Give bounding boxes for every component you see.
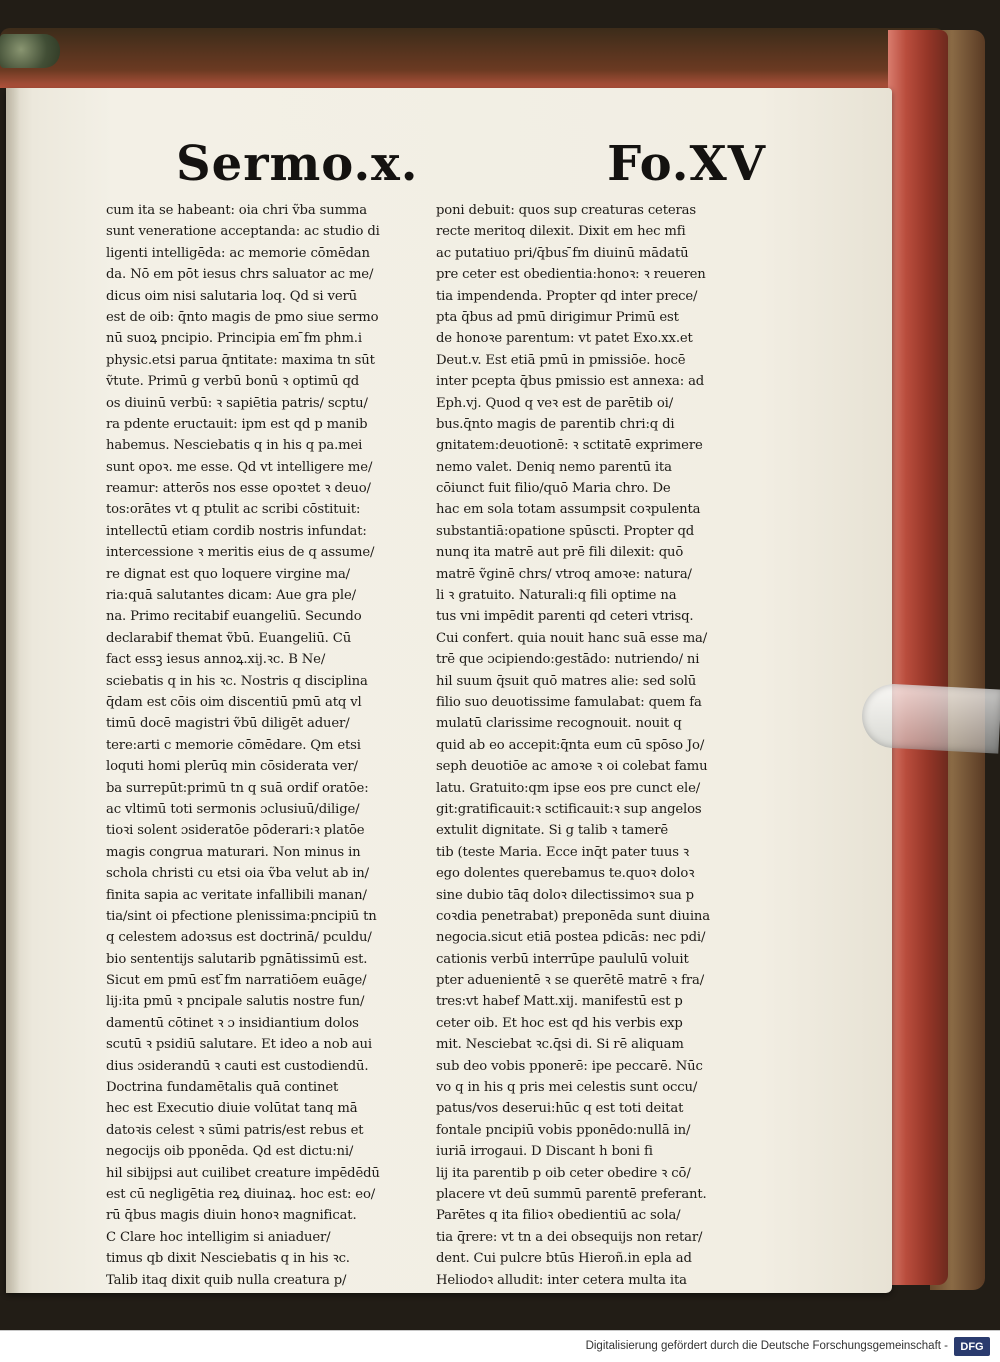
text-line: lij:ita pmū ꝛ pncipale salutis nostre fun/ <box>106 994 365 1010</box>
text-column-left <box>106 200 422 1291</box>
text-line: cationis verbū interrūpe paululū voluit <box>436 951 689 967</box>
text-line: C Clare hoc intelligim si aniaduer/ <box>106 1229 331 1245</box>
text-line: sciebatis q in his ꝛc. Nostris q disciplina <box>106 673 368 689</box>
digitization-footer <box>0 1330 1000 1362</box>
text-line: gnitatem:deuotionē: ꝛ sctitatē exprimere <box>436 438 703 454</box>
text-line: nemo valet. Deniq nemo parentū ita <box>436 459 672 475</box>
text-line: ac vltimū toti sermonis ɔclusiuū/dilige/ <box>106 801 360 817</box>
book-cover-top <box>0 28 945 88</box>
text-line: tib (teste Maria. Ecce inq̄t pater tuus ꝛ <box>436 844 690 860</box>
text-line: dicus oim nisi salutaria loq. Qd si verū <box>106 288 357 304</box>
clasp-ornament <box>0 34 60 68</box>
text-line: nunq ita matrē aut prē fili dilexit: quō <box>436 545 684 561</box>
text-line: hil suum q̄suit quō matres alie: sed solū <box>436 673 697 689</box>
text-line: Eph.vj. Quod q veꝛ est de parētib oi/ <box>436 395 674 411</box>
text-line: ria:quā salutantes dicam: Aue gra ple/ <box>106 588 356 604</box>
text-line: fontale pncipiū vobis pponēdo:nullā in/ <box>436 1122 691 1138</box>
text-line: tia/sint oi pfectione plenissima:pncipiū tn <box>106 908 377 924</box>
text-line: latu. Gratuito:qm ipse eos pre cunct ele/ <box>436 780 701 796</box>
text-line: ac putatiuo pri/q̄bus ̄fm diuinū mādatū <box>436 245 689 261</box>
text-line: sunt veneratione acceptanda: ac studio di <box>106 224 380 240</box>
text-line: tia impendenda. Propter qd inter prece/ <box>436 288 698 304</box>
text-line: sub deo vobis pponerē: ipe peccarē. Nūc <box>436 1058 703 1074</box>
text-line: bus.q̄nto magis de parentib chri:q di <box>436 416 675 432</box>
text-line: git:gratificauit:ꝛ sctificauit:ꝛ sup angelos <box>436 801 702 817</box>
text-line: intellectū etiam cordib nostris infundat: <box>106 523 367 539</box>
text-line: seph deuotiōe ac amoꝛe ꝛ oi colebat famu <box>436 759 708 775</box>
text-line: est de oib: q̄nto magis de pmo siue sermo <box>106 309 379 325</box>
text-line: inter pcepta q̄bus pmissio est annexa: ad <box>436 374 705 390</box>
text-line: intercessione ꝛ meritis eius de q assume/ <box>106 545 375 561</box>
text-line: sine dubio tāq doloꝛ dilectissimoꝛ sua p <box>436 887 694 903</box>
text-line: Heliodoꝛ alludit: inter cetera multa ita <box>436 1272 687 1288</box>
text-line: bio sententijs salutarib pgnātissimū est. <box>106 951 368 967</box>
text-line: ligenti intelligēda: ac memorie cōmēdan <box>106 245 370 261</box>
text-line: rū q̄bus magis diuin honoꝛ magnificat. <box>106 1208 357 1224</box>
text-line: sunt opoꝛ. me esse. Qd vt intelligere me/ <box>106 459 373 475</box>
book-page <box>6 88 892 1293</box>
running-head <box>176 136 776 198</box>
text-line: tere:arti c memorie cōmēdare. Qm etsi <box>106 737 361 753</box>
text-line: matrē ṽginē chrs/ vtroq amoꝛe: natura/ <box>436 566 692 582</box>
text-line: mulatū clarissime recognouit. nouit q <box>436 716 682 732</box>
text-line: Cui confert. quia nouit hanc suā esse ma/ <box>436 630 708 646</box>
red-page-edges <box>888 30 948 1285</box>
text-line: hac em sola totam assumpsit coꝛpulenta <box>436 502 701 518</box>
text-line: iuriā irrogaui. D Discant h boni fi <box>436 1144 653 1160</box>
text-line: da. Nō em pōt iesus chrs saluator ac me/ <box>106 267 374 283</box>
text-line: li ꝛ gratuito. Naturali:q fili optime na <box>436 588 677 604</box>
text-line: tres:vt habef Matt.xij. manifestū est p <box>436 994 683 1010</box>
text-line: na. Primo recitabif euangeliū. Secundo <box>106 609 362 625</box>
text-line: magis congrua maturari. Non minus in <box>106 844 361 860</box>
text-line: coꝛdia penetrabat) preponēda sunt diuina <box>436 908 710 924</box>
text-line: tos:orātes vt q ptulit ac scribi cōstituit: <box>106 502 361 518</box>
text-line: datoꝛis celest ꝛ sūmi patris/est rebus et <box>106 1122 364 1138</box>
text-line: vo q in his q pris mei celestis sunt occu/ <box>436 1080 698 1096</box>
text-line: dius ɔsiderandū ꝛ cauti est custodiendū. <box>106 1058 369 1074</box>
footer-credit: Digitalisierung gefördert durch die Deutsche Forschungsgemeinschaft - <box>585 1340 948 1352</box>
text-line: patus/vos deserui:hūc q est toti deitat <box>436 1101 684 1117</box>
text-line: Deut.v. Est etiā pmū in pmissiōe. hocē <box>436 352 686 368</box>
text-line: placere vt deū summū parentē preferant. <box>436 1186 707 1202</box>
text-line: mit. Nesciebat ꝛc.q̄si di. Si rē aliquam <box>436 1037 684 1053</box>
text-line: filio suo deuotissime famulabat: quem fa <box>436 694 702 710</box>
text-line: extulit dignitate. Si g talib ꝛ tamerē <box>436 823 669 839</box>
text-line: tus vni impēdit parenti qd ceteri vtrisq. <box>436 609 694 625</box>
text-line: re dignat est quo loquere virgine ma/ <box>106 566 350 582</box>
text-line: ṽtute. Primū g verbū bonū ꝛ optimū qd <box>106 374 360 390</box>
text-line: habemus. Nesciebatis q in his q pa.mei <box>106 438 363 454</box>
text-line: pta q̄bus ad pmū dirigimur Primū est <box>436 309 679 325</box>
running-head-sermon: Sermo.x. <box>176 136 419 192</box>
text-line: est cū negligētia reꝝ diuinaꝝ. hoc est: eo/ <box>106 1186 376 1202</box>
text-line: cōiunct fuit filio/quō Maria chro. De <box>436 481 671 497</box>
text-line: nū suoꝝ pncipio. Principia em ̄fm phm.i <box>106 331 362 347</box>
text-line: ba surrepūt:primū tn q suā ordif oratōe: <box>106 780 369 796</box>
text-line: scutū ꝛ psidiū salutare. Et ideo a nob aui <box>106 1037 372 1053</box>
text-line: trē que ɔcipiendo:gestādo: nutriendo/ ni <box>436 652 700 668</box>
text-line: timus qb dixit Nesciebatis q in his ꝛc. <box>106 1251 350 1267</box>
text-line: hil sibijpsi aut cuilibet creature impēdēdū <box>106 1165 380 1181</box>
text-line: cum ita se habeant: oia chri ṽba summa <box>106 203 367 218</box>
text-line: Parētes q ita filioꝛ obedientiū ac sola/ <box>436 1208 681 1224</box>
text-line: poni debuit: quos sup creaturas ceteras <box>436 203 696 218</box>
text-line: loquti homi plerūq min cōsiderata ver/ <box>106 759 358 775</box>
text-line: reamur: atterōs nos esse opoꝛtet ꝛ deuo/ <box>106 481 371 497</box>
text-line: tia q̄rere: vt tn a dei obsequijs non retar/ <box>436 1229 703 1245</box>
text-line: q̄dam est cōis oim discentiū pmū atq vl <box>106 694 362 710</box>
text-line: Talib itaq dixit quib nulla creatura p/ <box>106 1272 347 1288</box>
text-line: substantiā:opatione spūscti. Propter qd <box>436 523 695 539</box>
glass-page-weight <box>860 682 1000 753</box>
page-gutter-shadow <box>6 88 20 1293</box>
text-line: Doctrina fundamētalis quā continet <box>106 1080 339 1096</box>
text-line: negocijs oib pponēda. Qd est dictu:ni/ <box>106 1144 354 1160</box>
text-line: os diuinū verbū: ꝛ sapiētia patris/ scptu/ <box>106 395 368 411</box>
text-line: q celestem adoꝛsus est doctrinā/ pculdu/ <box>106 930 372 946</box>
text-line: fact essꝫ iesus annoꝝ.xij.ꝛc. B Ne/ <box>106 652 326 668</box>
text-line: lij ita parentib p oib ceter obedire ꝛ cō/ <box>436 1165 691 1181</box>
text-line: ra pdente eructauit: ipm est qd p manib <box>106 416 368 432</box>
text-line: physic.etsi parua q̄ntitate: maxima tn sūt <box>106 352 375 368</box>
text-line: schola christi cu etsi oia ṽba velut ab in/ <box>106 866 369 882</box>
text-line: declarabif themat ṽbū. Euangeliū. Cū <box>106 630 352 646</box>
text-line: de honoꝛe parentum: vt patet Exo.xx.et <box>436 331 693 347</box>
text-line: recte meritoq dilexit. Dixit em hec mfi <box>436 224 686 240</box>
text-line: Sicut em pmū est ̄fm narratiōem euāge/ <box>106 973 367 989</box>
text-line: dent. Cui pulcre btūs Hieroñ.in epla ad <box>436 1251 692 1267</box>
text-line: negocia.sicut etiā postea pdicās: nec pdi/ <box>436 930 706 946</box>
text-line: finita sapia ac veritate infallibili manan/ <box>106 887 367 903</box>
text-line: ceter oib. Et hoc est qd his verbis exp <box>436 1015 683 1031</box>
text-line: timū docē magistri ṽbū diligēt aduer/ <box>106 716 350 732</box>
text-line: ego dolentes querebamus te.quoꝛ doloꝛ <box>436 866 695 882</box>
text-line: pter aduenientē ꝛ se querētē matrē ꝛ fra/ <box>436 973 705 989</box>
text-line: pre ceter est obedientia:honoꝛ: ꝛ reueren <box>436 267 706 283</box>
text-line: quid ab eo accepit:q̄nta eum cū spōso Jo/ <box>436 737 705 753</box>
dfg-logo: DFG <box>954 1337 990 1356</box>
text-line: damentū cōtinet ꝛ ɔ insidiantium dolos <box>106 1015 359 1031</box>
text-line: hec est Executio diuie volūtat tanq mā <box>106 1101 358 1117</box>
text-column-right <box>436 200 758 1291</box>
running-head-folio: Fo.XV <box>607 136 766 192</box>
text-line: tioꝛi solent ɔsideratōe pōderari:ꝛ platōe <box>106 823 365 839</box>
